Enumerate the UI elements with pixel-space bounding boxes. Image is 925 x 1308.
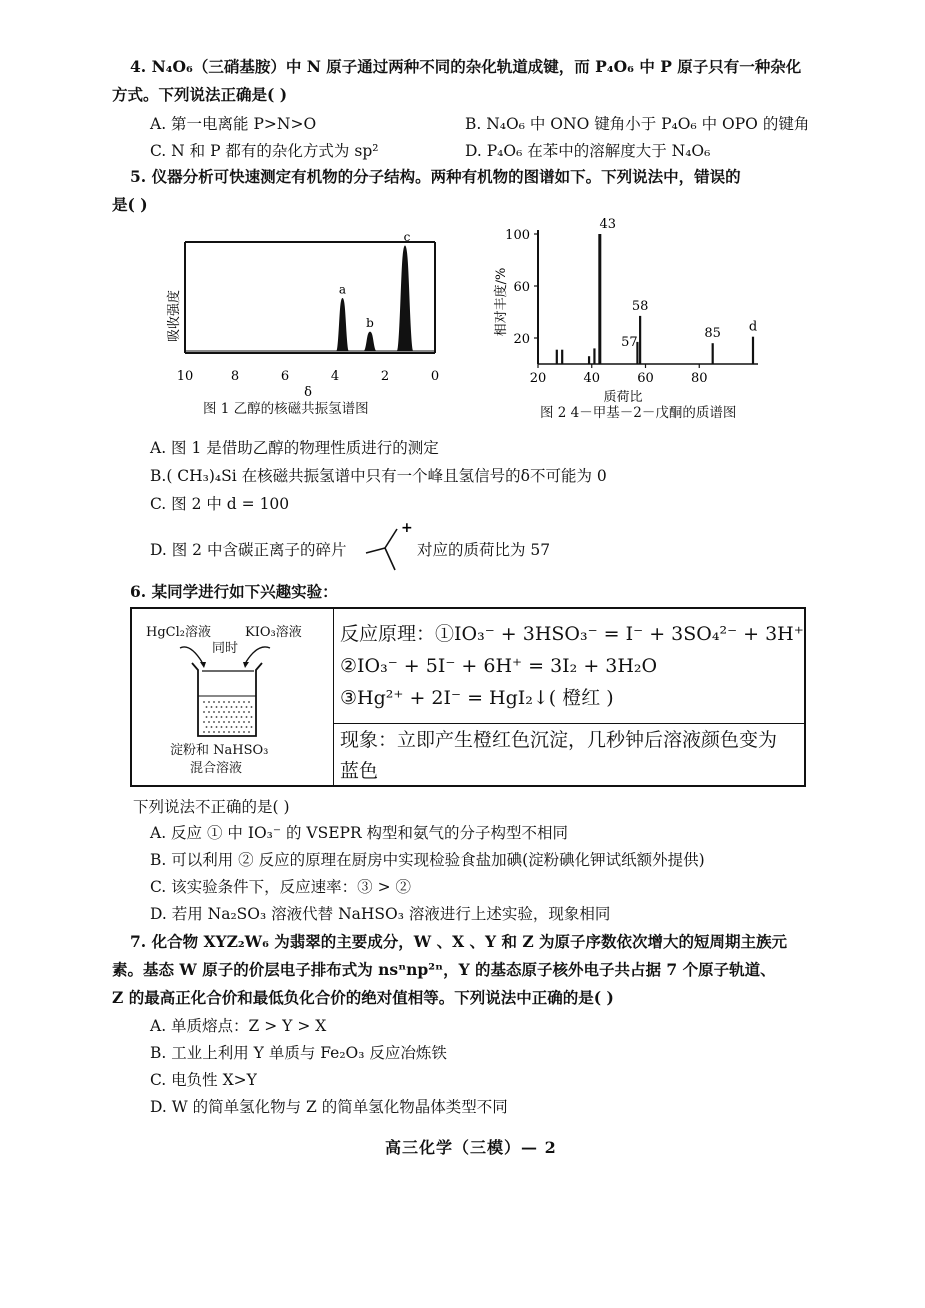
nmr-peak-label-c: c: [403, 230, 411, 244]
ms-bar: [752, 337, 754, 364]
q7-stem-line2: 素。基态 W 原子的价层电子排布式为 nsⁿnp²ⁿ，Y 的基态原子核外电子共占据 7 个原子轨道、: [112, 960, 776, 979]
q6-option-b: B. 可以利用 ② 反应的原理在厨房中实现检验食盐加碘(淀粉碘化钾试纸额外提供): [150, 851, 705, 869]
ms-chart: [488, 217, 788, 422]
q4-stem-line1: 4. N₄O₆（三硝基胺）中 N 原子通过两种不同的杂化轨道成键，而 P₄O₆ 中 P 原子只有一种杂化: [130, 57, 802, 76]
q7-option-d: D. W 的简单氢化物与 Z 的简单氢化物晶体类型不同: [150, 1098, 508, 1116]
ms-bar-label: 43: [599, 217, 617, 232]
ms-xlabel: 质荷比: [603, 390, 643, 405]
phenomenon-line1: 现象：立即产生橙红色沉淀，几秒钟后溶液颜色变为: [340, 729, 778, 751]
ms-bar-label: 85: [704, 326, 721, 342]
q7-option-c: C. 电负性 X>Y: [150, 1071, 257, 1089]
ms-bar-label: 58: [631, 298, 649, 314]
q7-option-b: B. 工业上利用 Y 单质与 Fe₂O₃ 反应冶炼铁: [150, 1044, 447, 1062]
q7-stem-line3: Z 的最高正化合价和最低负化合价的绝对值相等。下列说法中正确的是( ): [112, 988, 614, 1007]
q4-option-d: D. P₄O₆ 在苯中的溶解度大于 N₄O₆: [465, 142, 711, 160]
ms-xtick-label: 80: [690, 371, 708, 386]
nmr-xtick-label: 2: [380, 369, 390, 384]
q5-option-c: C. 图 2 中 d = 100: [150, 495, 290, 513]
q4-stem-line2: 方式。下列说法正确是( ): [112, 85, 288, 104]
reaction-3: ③Hg²⁺ + 2I⁻ = HgI₂↓( 橙红 ): [340, 687, 614, 709]
q6-option-a: A. 反应 ① 中 IO₃⁻ 的 VSEPR 构型和氨气的分子构型不相同: [150, 824, 569, 842]
ms-bar: [639, 316, 641, 364]
q6-ask: 下列说法不正确的是( ): [133, 798, 290, 816]
nmr-xtick-label: 0: [430, 369, 440, 384]
q5-stem-line2: 是( ): [112, 195, 148, 214]
reaction-2: ②IO₃⁻ + 5I⁻ + 6H⁺ = 3I₂ + 3H₂O: [340, 655, 658, 677]
phenomenon-line2: 蓝色: [340, 760, 379, 782]
ms-xtick-label: 40: [583, 371, 601, 386]
nmr-xtick-label: 4: [330, 369, 340, 384]
nmr-xtick-label: 8: [230, 369, 240, 384]
q4-option-a: A. 第一电离能 P>N>O: [150, 115, 317, 133]
nmr-chart: [160, 228, 460, 423]
ms-bar-label: d: [748, 319, 758, 335]
same-time-label: 同时: [212, 641, 239, 656]
q5-option-a: A. 图 1 是借助乙醇的物理性质进行的测定: [150, 439, 439, 457]
mixture-label-line1: 淀粉和 NaHSO₃: [170, 743, 269, 758]
ms-bar: [598, 234, 601, 364]
q7-stem-line1: 7. 化合物 XYZ₂W₆ 为翡翠的主要成分，W 、X 、Y 和 Z 为原子序数依次增大的短周期主族元: [130, 932, 788, 951]
ms-ytick-label: 100: [505, 228, 530, 243]
q6-stem: 6. 某同学进行如下兴趣实验：: [130, 582, 338, 601]
q5-option-d-suffix: 对应的质荷比为 57: [417, 541, 551, 559]
nmr-peak-b: [364, 332, 376, 351]
kio3-label: KIO₃溶液: [245, 625, 302, 640]
q4-option-c: C. N 和 P 都有的杂化方式为 sp²: [150, 142, 379, 160]
nmr-ylabel: 吸收强度: [167, 289, 182, 343]
ms-bar: [593, 348, 595, 364]
nmr-peak-label-b: b: [366, 316, 374, 331]
ms-bar: [556, 350, 558, 364]
fig2-caption: 图 2 4－甲基－2－戊酮的质谱图: [540, 405, 737, 421]
ms-bar: [712, 343, 714, 364]
q5-option-d-prefix: D. 图 2 中含碳正离子的碎片: [150, 541, 347, 559]
nmr-xtick-label: 6: [280, 369, 290, 384]
nmr-peak-a: [337, 299, 349, 352]
ms-ylabel: 相对丰度/%: [494, 267, 509, 337]
hgcl2-label: HgCl₂溶液: [146, 625, 211, 640]
carbocation-fragment-structure: [361, 520, 411, 576]
nmr-peak-label-a: a: [338, 282, 347, 297]
q6-option-d: D. 若用 Na₂SO₃ 溶液代替 NaHSO₃ 溶液进行上述实验，现象相同: [150, 905, 611, 923]
fig1-caption: 图 1 乙醇的核磁共振氢谱图: [203, 401, 369, 417]
ms-ytick-label: 20: [513, 332, 530, 347]
ms-bar: [561, 350, 563, 364]
q5-option-b: B.( CH₃)₄Si 在核磁共振氢谱中只有一个峰且氢信号的δ不可能为 0: [150, 467, 607, 485]
nmr-peak-c: [397, 246, 413, 351]
svg-text:+: +: [401, 520, 413, 536]
q6-option-c: C. 该实验条件下，反应速率：③ > ②: [150, 878, 412, 896]
page-footer: 高三化学（三模）— 2: [385, 1138, 557, 1157]
q4-option-b: B. N₄O₆ 中 ONO 键角小于 P₄O₆ 中 OPO 的键角: [465, 115, 810, 133]
ms-bar-label: 57: [621, 334, 638, 350]
q5-stem-line1: 5. 仪器分析可快速测定有机物的分子结构。两种有机物的图谱如下。下列说法中，错误的: [130, 167, 741, 186]
q7-option-a: A. 单质熔点：Z > Y > X: [150, 1017, 327, 1035]
reaction-1: 反应原理：①IO₃⁻ + 3HSO₃⁻ = I⁻ + 3SO₄²⁻ + 3H⁺: [340, 623, 804, 645]
ms-bar: [588, 356, 590, 364]
ms-ytick-label: 60: [513, 280, 530, 295]
mixture-label-line2: 混合溶液: [190, 761, 243, 776]
ms-xtick-label: 20: [529, 371, 547, 386]
ms-xtick-label: 60: [637, 371, 654, 386]
nmr-xtick-label: 10: [176, 369, 194, 384]
nmr-xlabel: δ: [304, 385, 312, 400]
